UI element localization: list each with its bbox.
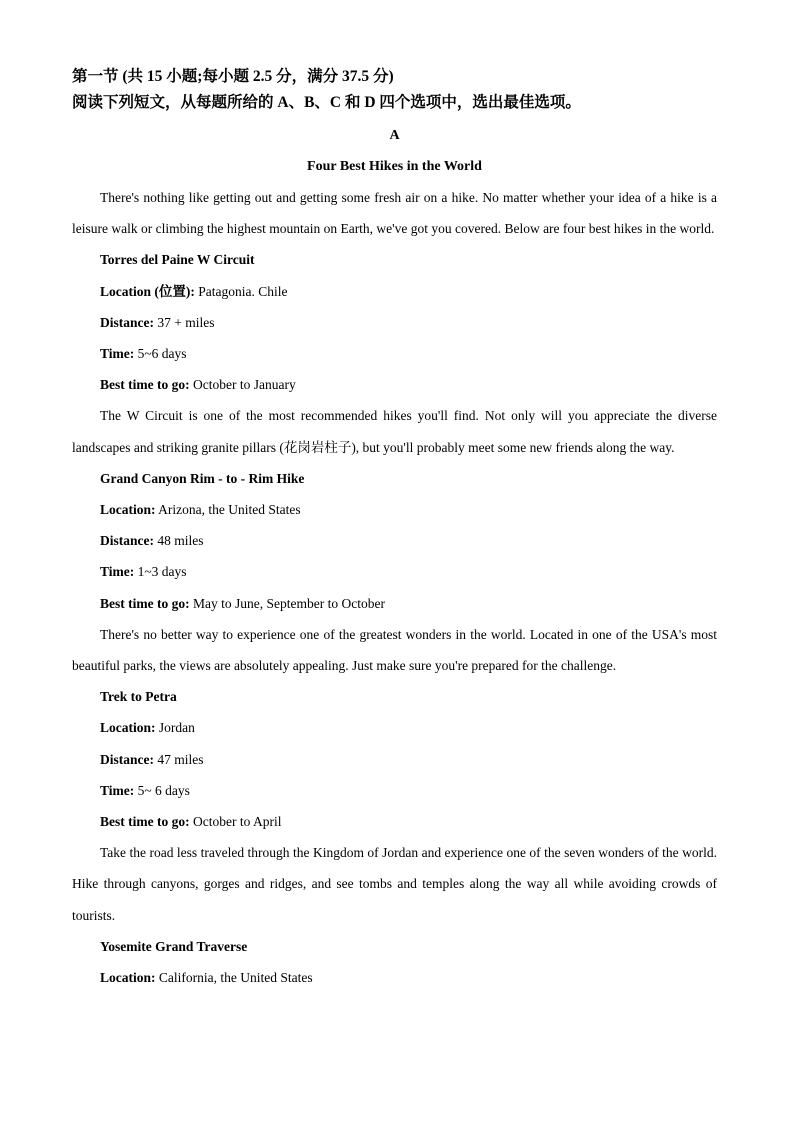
location-value: Jordan bbox=[155, 720, 195, 736]
location-label: Location: bbox=[100, 970, 156, 986]
hike-location bbox=[72, 712, 717, 743]
best-time-value: May to June, September to October bbox=[189, 595, 385, 611]
hike-section bbox=[72, 244, 717, 462]
hike-section bbox=[72, 463, 717, 681]
hike-time bbox=[72, 775, 717, 806]
hike-section bbox=[72, 931, 717, 993]
hike-time bbox=[72, 556, 717, 587]
hike-best-time bbox=[72, 806, 717, 837]
hike-name: Trek to Petra bbox=[100, 689, 177, 705]
distance-value: 48 miles bbox=[154, 533, 204, 549]
hike-name: Grand Canyon Rim - to - Rim Hike bbox=[100, 470, 305, 486]
hike-name: Yosemite Grand Traverse bbox=[100, 938, 248, 954]
location-value: Arizona, the United States bbox=[155, 502, 301, 518]
document-page bbox=[72, 64, 717, 993]
location-label: Location: bbox=[100, 720, 156, 736]
distance-label: Distance: bbox=[100, 533, 154, 549]
hike-distance bbox=[72, 307, 717, 338]
instruction-text: 阅读下列短文，从每题所给的 A、B、C 和 D 四个选项中，选出最佳选项。 bbox=[72, 94, 581, 111]
best-time-label: Best time to go: bbox=[100, 814, 190, 830]
time-value: 5~6 days bbox=[134, 346, 187, 362]
hike-description: Take the road less traveled through the Kingdom of Jordan and experience one of the seven wonders of the world. Hike through canyons, gorges and ridges, and see tombs and temples along the way all while avoiding crowds of tourists. bbox=[72, 845, 717, 923]
hike-description: The W Circuit is one of the most recommended hikes you'll find. Not only will you appreciate the diverse landscapes and striking granite pillars (花岗岩柱子), but you'll probably meet some new friends along the way. bbox=[72, 408, 717, 455]
hike-best-time bbox=[72, 588, 717, 619]
time-label: Time: bbox=[100, 564, 135, 580]
time-value: 1~3 days bbox=[134, 564, 187, 580]
best-time-label: Best time to go: bbox=[100, 377, 190, 393]
hike-distance bbox=[72, 525, 717, 556]
time-label: Time: bbox=[100, 782, 135, 798]
distance-value: 37 + miles bbox=[154, 314, 215, 330]
distance-value: 47 miles bbox=[154, 751, 204, 767]
time-label: Time: bbox=[100, 346, 135, 362]
location-label: Location (位置): bbox=[100, 283, 195, 299]
best-time-label: Best time to go: bbox=[100, 595, 190, 611]
hike-best-time bbox=[72, 369, 717, 400]
passage-letter: A bbox=[389, 128, 400, 143]
hike-section bbox=[72, 681, 717, 931]
hike-description: There's no better way to experience one of the greatest wonders in the world. Located in one of the USA's most beautiful parks, the views are absolutely appealing. Just make sure you're prepared for the challenge. bbox=[72, 626, 717, 674]
location-value: California, the United States bbox=[155, 970, 313, 986]
passage-title: Four Best Hikes in the World bbox=[307, 159, 482, 174]
hike-name: Torres del Paine W Circuit bbox=[100, 252, 255, 268]
location-label: Location: bbox=[100, 502, 156, 518]
best-time-value: October to April bbox=[189, 814, 282, 830]
distance-label: Distance: bbox=[100, 314, 154, 330]
hike-time bbox=[72, 338, 717, 369]
time-value: 5~ 6 days bbox=[134, 782, 190, 798]
hike-location bbox=[72, 494, 717, 525]
intro-paragraph: There's nothing like getting out and getting some fresh air on a hike. No matter whether your idea of a hike is a leisure walk or climbing the highest mountain on Earth, we've got you covered. Below are four best hikes in the world. bbox=[72, 190, 717, 237]
hike-location bbox=[72, 276, 717, 307]
section-heading: 第一节 (共 15 小题;每小题 2.5 分，满分 37.5 分) bbox=[72, 68, 394, 85]
hike-location bbox=[72, 962, 717, 993]
location-value: Patagonia. Chile bbox=[194, 283, 288, 299]
distance-label: Distance: bbox=[100, 751, 154, 767]
best-time-value: October to January bbox=[189, 377, 296, 393]
hike-distance bbox=[72, 744, 717, 775]
